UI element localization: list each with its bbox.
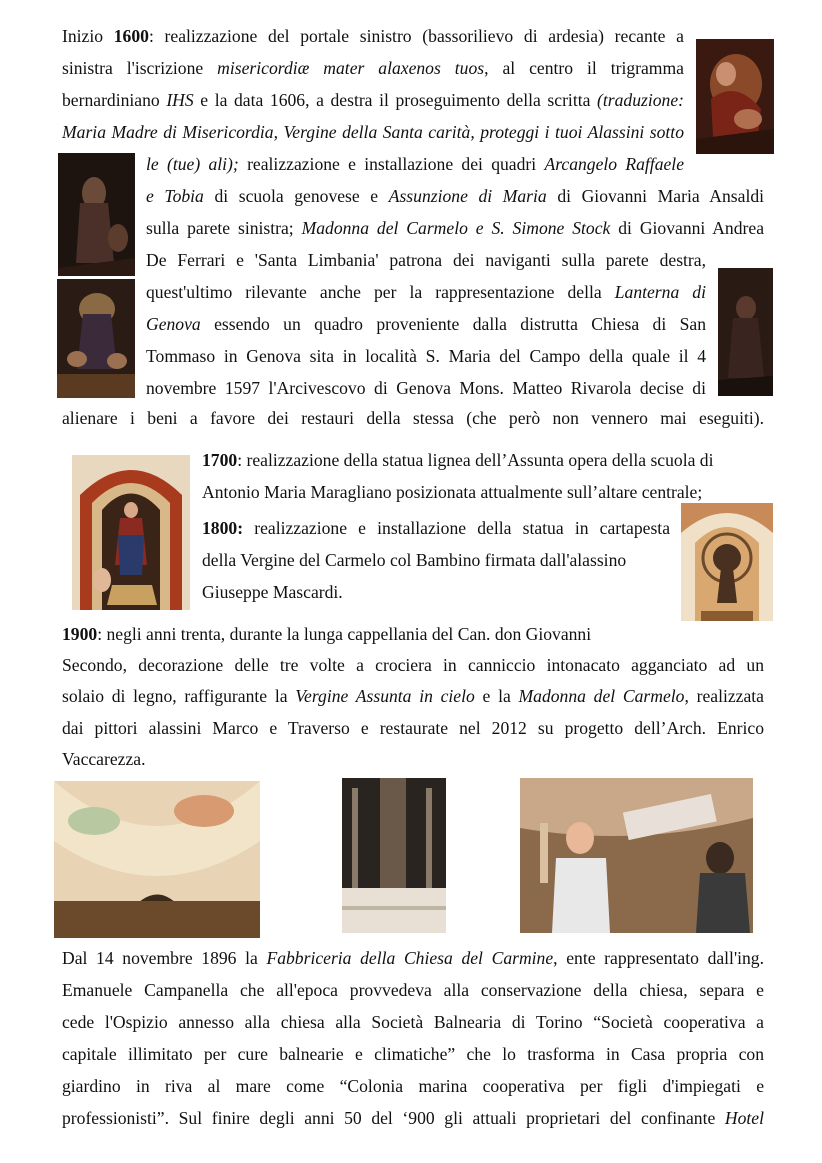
text-line-1900-1: [62, 626, 591, 644]
text-run: sulla parete sinistra;: [146, 218, 302, 238]
latin-inscription: misericordiæ mater alaxenos tuos: [217, 58, 485, 78]
year-1600-label: 1600: [113, 26, 149, 46]
text-line-1896-1: [62, 950, 764, 968]
text-run: le (tue) ali);: [146, 154, 239, 174]
text-run: della Vergine del Carmelo col Bambino firmata dall'alassino: [202, 550, 627, 570]
text-line-1800-2: [202, 552, 626, 570]
text-run: Madonna del Carmelo: [518, 686, 685, 706]
text-run: Dal 14 novembre 1896 la: [62, 948, 267, 968]
text-run: : negli anni trenta, durante la lunga cappellania del Can. don Giovanni: [97, 624, 592, 644]
text-run: Assunzione di Maria: [388, 186, 547, 206]
text-run: , realizzata: [684, 686, 764, 706]
text-run: : realizzazione del portale sinistro (bassorilievo di ardesia) recante a: [148, 26, 684, 46]
text-run: Giuseppe Mascardi.: [202, 582, 343, 602]
text-line-1896-3: [62, 1014, 764, 1032]
text-line-1600-3: [62, 92, 684, 110]
text-line-1700-1: [202, 452, 713, 470]
text-run: dai pittori alassini Marco e Traverso e restaurate nel 2012 su progetto dell’Arch. Enrico: [62, 718, 764, 738]
text-run: De Ferrari e 'Santa Limbania' patrona dei naviganti sulla parete destra,: [146, 250, 706, 270]
text-line-1896-2: [62, 982, 764, 1000]
scaffolding-interior-photo: [342, 778, 446, 933]
text-run: essendo un quadro proveniente dalla distrutta Chiesa di San: [200, 314, 706, 334]
text-line-1600-5: [146, 156, 684, 174]
text-line-1600-11: [146, 348, 706, 366]
text-run: e Tobia: [146, 186, 204, 206]
text-run: novembre 1597 l'Arcivescovo di Genova Mons. Matteo Rivarola decise di: [146, 378, 706, 398]
year-1700-label: 1700: [202, 450, 238, 470]
text-run: Genova: [146, 314, 201, 334]
text-run: di Giovanni Andrea: [610, 218, 764, 238]
text-run: Fabbriceria della Chiesa del Carmine: [266, 948, 554, 968]
translation-text: Maria Madre di Misericordia, Vergine della Santa carità, proteggi i tuoi Alassini sotto: [62, 122, 684, 142]
painting-madonna-photo: [696, 39, 774, 154]
text-run: solaio di legno, raffigurante la: [62, 686, 296, 706]
text-line-1600-1: [62, 28, 684, 46]
text-line-1900-3: [62, 688, 764, 706]
text-run: IHS: [166, 90, 194, 110]
text-line-1600-6: [146, 188, 764, 206]
text-run: Vergine Assunta in cielo: [295, 686, 475, 706]
text-run: Arcangelo Raffaele: [544, 154, 684, 174]
text-run: (traduzione:: [597, 90, 684, 110]
restoration-workers-photo: [520, 778, 753, 933]
text-run: e la: [474, 686, 519, 706]
text-run: professionisti”. Sul finire degli anni 50 del ‘900 gli attuali proprietari del confinante: [62, 1108, 725, 1128]
text-run: Secondo, decorazione delle tre volte a crociera in canniccio intonacato agganciato ad un: [62, 655, 764, 675]
text-run: Inizio: [62, 26, 114, 46]
text-run: di scuola genovese e: [203, 186, 389, 206]
text-line-1900-2: [62, 657, 764, 675]
text-line-1600-10: [146, 316, 706, 334]
text-run: giardino in riva al mare come “Colonia marina cooperativa per figli d'impiegati e: [62, 1076, 764, 1096]
text-line-1896-6: [62, 1110, 764, 1128]
text-run: alienare i beni a favore dei restauri della stessa (che però non vennero mai eseguiti).: [62, 408, 764, 428]
statue-vergine-carmelo-photo: [681, 503, 773, 621]
text-line-1800-3: [202, 584, 343, 602]
text-run: realizzazione e installazione dei quadri: [238, 154, 545, 174]
statue-assunta-photo: [72, 455, 190, 610]
text-line-1900-4: [62, 720, 764, 738]
painting-assunzione-photo: [57, 279, 135, 398]
text-run: : realizzazione della statua lignea dell’Assunta opera della scuola di: [237, 450, 714, 470]
painting-arcangelo-raffaele-photo: [58, 153, 135, 276]
text-run: , al centro il trigramma: [484, 58, 684, 78]
text-run: realizzazione e installazione della statua in cartapesta: [243, 518, 670, 538]
text-line-1896-5: [62, 1078, 764, 1096]
text-run: Emanuele Campanella che all'epoca provvedeva alla conservazione della chiesa, separa e: [62, 980, 764, 1000]
text-line-1600-9: [146, 284, 706, 302]
text-run: capitale illimitato per cure balnearie e climatiche” che lo trasforma in Casa propria con: [62, 1044, 764, 1064]
text-run: Madonna del Carmelo e S. Simone Stock: [301, 218, 611, 238]
text-run: e la data 1606, a destra il proseguimento della scritta: [193, 90, 598, 110]
painting-santa-limbania-photo: [718, 268, 773, 396]
text-line-1600-7: [146, 220, 764, 238]
text-line-1600-4: [62, 124, 684, 142]
text-run: sinistra l'iscrizione: [62, 58, 218, 78]
text-run: bernardiniano: [62, 90, 167, 110]
text-line-1700-2: [202, 484, 702, 502]
text-run: quest'ultimo rilevante anche per la rappresentazione della: [146, 282, 615, 302]
text-line-1600-2: [62, 60, 684, 78]
text-run: Hotel: [724, 1108, 764, 1128]
text-line-1900-5: [62, 751, 145, 769]
text-run: , ente rappresentato dall'ing.: [553, 948, 764, 968]
text-line-1600-13: [62, 410, 764, 428]
year-1800-label: 1800:: [202, 518, 244, 538]
vault-fresco-photo: [54, 781, 260, 938]
text-run: Lanterna di: [614, 282, 706, 302]
text-line-1896-4: [62, 1046, 764, 1064]
year-1900-label: 1900: [62, 624, 98, 644]
text-line-1600-8: [146, 252, 706, 270]
text-run: Tommaso in Genova sita in località S. Maria del Campo della quale il 4: [146, 346, 706, 366]
text-run: Antonio Maria Maragliano posizionata attualmente sull’altare centrale;: [202, 482, 703, 502]
text-run: Vaccarezza.: [62, 749, 146, 769]
text-line-1600-12: [146, 380, 706, 398]
text-run: cede l'Ospizio annesso alla chiesa alla Società Balnearia di Torino “Società cooperativa a: [62, 1012, 764, 1032]
text-line-1800-1: [202, 520, 670, 538]
text-run: di Giovanni Maria Ansaldi: [546, 186, 765, 206]
